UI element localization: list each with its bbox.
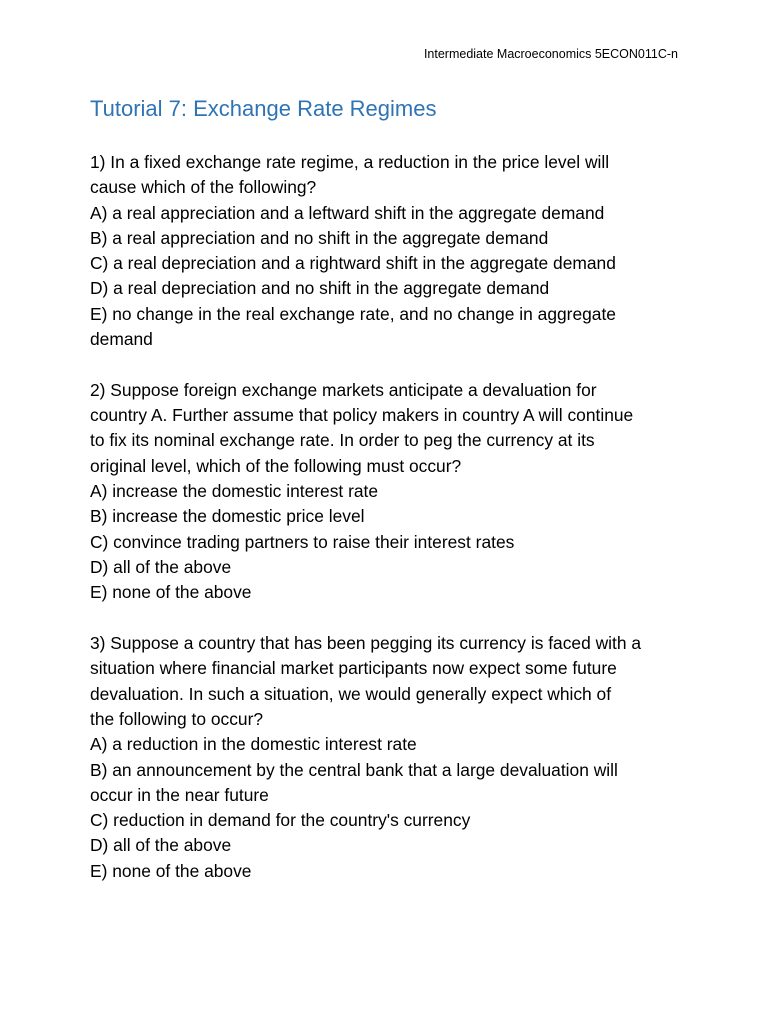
- question-2-option-e: [90, 580, 690, 605]
- question-2-stem: [90, 378, 690, 479]
- question-3-stem: [90, 631, 690, 732]
- question-1-option-d: [90, 276, 690, 301]
- option-line: E) no change in the real exchange rate, and no change in aggregate: [90, 303, 616, 324]
- option-line: D) a real depreciation and no shift in the aggregate demand: [90, 278, 550, 299]
- question-stem-line: country A. Further assume that policy makers in country A will continue: [90, 405, 634, 426]
- question-stem-line: 2) Suppose foreign exchange markets anticipate a devaluation for: [90, 379, 597, 400]
- question-1-option-e: [90, 302, 690, 353]
- option-line: C) a real depreciation and a rightward shift in the aggregate demand: [90, 253, 616, 274]
- question-stem-line: the following to occur?: [90, 708, 264, 729]
- question-1-stem: [90, 150, 690, 201]
- question-3-option-d: [90, 833, 690, 858]
- option-line: C) reduction in demand for the country's currency: [90, 810, 471, 831]
- option-line: A) increase the domestic interest rate: [90, 481, 379, 502]
- option-line: E) none of the above: [90, 860, 252, 881]
- option-line: A) a reduction in the domestic interest rate: [90, 734, 417, 755]
- question-1-option-c: [90, 251, 690, 276]
- question-stem-line: 1) In a fixed exchange rate regime, a reduction in the price level will: [90, 152, 610, 172]
- option-line: C) convince trading partners to raise their interest rates: [90, 531, 515, 552]
- page-title: Tutorial 7: Exchange Rate Regimes: [90, 96, 437, 121]
- question-1-option-b: [90, 226, 690, 251]
- question-stem-line: cause which of the following?: [90, 177, 317, 198]
- question-2-option-c: [90, 530, 690, 555]
- running-header-course: Intermediate Macroeconomics 5ECON011C-n: [423, 47, 678, 61]
- question-stem-line: situation where financial market participants now expect some future: [90, 658, 617, 679]
- question-1-option-a: [90, 201, 690, 226]
- option-line: occur in the near future: [90, 784, 269, 805]
- option-line: E) none of the above: [90, 582, 252, 603]
- question-2: [90, 378, 690, 606]
- question-list: [90, 150, 690, 910]
- question-3-option-e: [90, 859, 690, 884]
- option-line: D) all of the above: [90, 835, 232, 856]
- option-line: demand: [90, 329, 153, 350]
- question-3-option-c: [90, 808, 690, 833]
- question-3-option-a: [90, 732, 690, 757]
- question-1: [90, 150, 690, 352]
- question-2-option-a: [90, 479, 690, 504]
- question-3-option-b: [90, 758, 690, 809]
- question-3: [90, 631, 690, 884]
- question-stem-line: original level, which of the following must occur?: [90, 455, 462, 476]
- question-2-option-d: [90, 555, 690, 580]
- option-line: B) an announcement by the central bank that a large devaluation will: [90, 759, 618, 780]
- question-stem-line: to fix its nominal exchange rate. In order to peg the currency at its: [90, 430, 595, 451]
- question-2-option-b: [90, 504, 690, 529]
- option-line: B) a real appreciation and no shift in the aggregate demand: [90, 227, 549, 248]
- option-line: A) a real appreciation and a leftward shift in the aggregate demand: [90, 202, 605, 223]
- option-line: D) all of the above: [90, 556, 232, 577]
- question-stem-line: devaluation. In such a situation, we would generally expect which of: [90, 683, 612, 704]
- option-line: B) increase the domestic price level: [90, 506, 365, 527]
- question-stem-line: 3) Suppose a country that has been pegging its currency is faced with a: [90, 633, 642, 654]
